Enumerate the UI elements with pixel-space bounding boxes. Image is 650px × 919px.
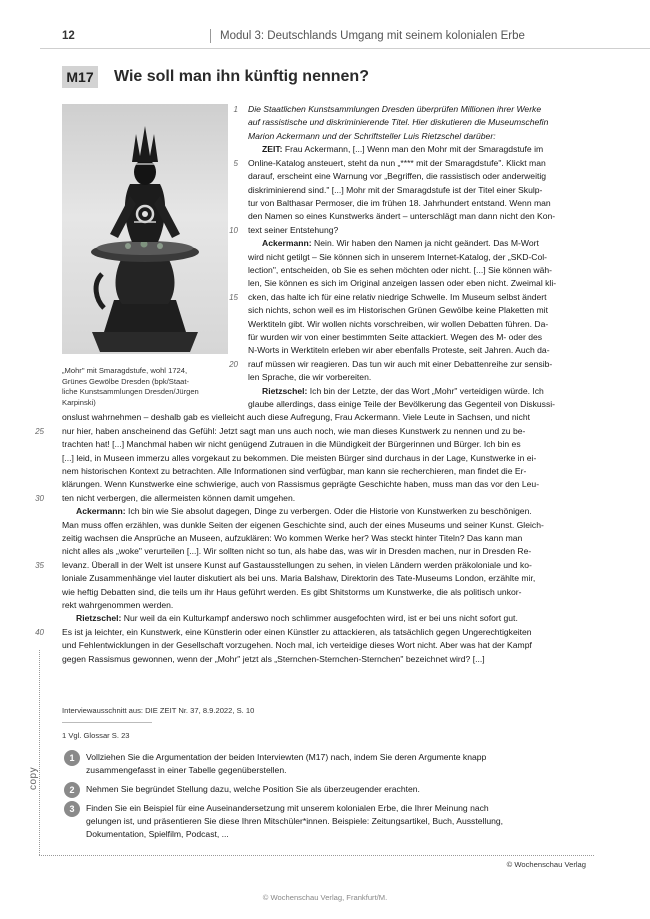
text-line: und Fehlentwicklungen in der Gesellschaft vorzugehen. Noch mal, ich verteidige dieses Wort nicht. Aber was hat der Kampf xyxy=(62,640,532,650)
text-line: zeitig wachsen die Ansprüche an Museen, aufzuklären: Wo kommen Werke her? Was steckt hinter Titeln? Das kann man xyxy=(62,533,523,543)
caption-line: liche Kunstsammlungen Dresden/Jürgen xyxy=(62,387,199,396)
text-line: loniale Zusammenhänge viel lauter diskutiert als bei uns. Maria Balshaw, Direktorin des Tate-Museums London, erzählte mir, xyxy=(62,573,536,583)
text-line: lection", entscheiden, ob Sie es sehen möchten oder nicht. [...] Sie können wäh- xyxy=(248,265,553,275)
copy-border-horizontal xyxy=(39,855,594,856)
text-line: [...] leid, in Museen immerzu alles vorgekaut zu bekommen. Die meisten Bürger sind durchaus in der Lage, Kunstwerke in ei- xyxy=(62,453,537,463)
speaker-label: ZEIT: xyxy=(262,144,283,154)
text-line: len Sprache, die wir vorbereiten. xyxy=(248,372,372,382)
text-line: text seiner Entstehung? xyxy=(248,225,339,235)
text-line: ZEIT: Frau Ackermann, [...] Wenn man den Mohr mit der Smaragdstufe im xyxy=(262,144,544,154)
line-number: 5 xyxy=(233,159,238,168)
task-text xyxy=(86,802,606,841)
material-title: Wie soll man ihn künftig nennen? xyxy=(114,68,369,85)
text-line: wird nicht getilgt – Sie können sich in unserem Internet-Katalog, der „SKD-Col- xyxy=(248,252,548,262)
task-text xyxy=(86,751,606,777)
header-rule xyxy=(40,48,650,49)
publisher-note: © Wochenschau Verlag xyxy=(506,860,586,869)
line-number: 10 xyxy=(229,226,238,235)
text-line: cken, das halte ich für eine relativ niedrige Schwelle. Im Museum selbst ändert xyxy=(248,292,547,302)
task-line: Nehmen Sie begründet Stellung dazu, welche Position Sie als überzeugender erachten. xyxy=(86,784,420,794)
task-line: Vollziehen Sie die Argumentation der beiden Interviewten (M17) nach, indem Sie deren Argumente knapp xyxy=(86,752,487,762)
caption-line: Grünes Gewölbe Dresden (bpk/Staat- xyxy=(62,376,190,386)
text-line: für wurden wir von einer bestimmten Seite attackiert. Wegen des M- oder des xyxy=(248,332,543,342)
copy-border-vertical xyxy=(39,650,40,855)
text-line: N-Worts in Werktiteln erleben wir aber ebenfalls Proteste, seit Jahren. Auch da- xyxy=(248,345,550,355)
page-number: 12 xyxy=(62,30,75,42)
task-text xyxy=(86,783,606,796)
text-line: trachten hat! [...] Manchmal haben wir nicht genügend Zutrauen in die Mündigkeit der Bürgerinnen und Bürger. Ich bin es xyxy=(62,439,521,449)
text-line: Es ist ja leichter, ein Kunstwerk, eine Künstlerin oder einen Künstler zu attackieren, als tatsächlich gegen Ungerechtigkeiten xyxy=(62,627,532,637)
text-line: tur von Balthasar Permoser, die im frühen 18. Jahrhundert entstand. Wenn man xyxy=(248,198,551,208)
text-line: darauf, erscheint eine Warnung vor „Begriffen, die rassistisch oder anderweitig xyxy=(248,171,547,181)
text-line: auf rassistische und diskriminierende Titel. Hier diskutieren die Museumschefin xyxy=(248,117,549,127)
page-footer: © Wochenschau Verlag, Frankfurt/M. xyxy=(262,893,388,902)
footnote-rule xyxy=(62,722,152,723)
text-line: Marion Ackermann und der Schriftsteller Luis Rietzschel darüber: xyxy=(248,131,496,141)
speaker-label: Ackermann: xyxy=(76,506,126,516)
text-line: glaube allerdings, dass einige Teile der Bevölkerung das Gegenteil von Diskussi- xyxy=(248,399,556,409)
speaker-label: Rietzschel: xyxy=(76,613,122,623)
text-line: levanz. Überall in der Welt ist unsere Kunst auf Gastausstellungen zu sehen, in vielen Ländern werden präkoloniale und ko- xyxy=(62,560,532,570)
line-number: 1 xyxy=(233,105,238,114)
text-line: Rietzschel: Ich bin der Letzte, der das Wort „Mohr" verteidigen würde. Ich xyxy=(262,386,544,396)
text-line: klärungen. Wenn Kunstwerke eine schwierige, auch von Rassismus geprägte Geschichte haben, muss man das vor den Leu- xyxy=(62,479,540,489)
image-caption xyxy=(62,366,232,408)
text-line: Ackermann: Nein. Wir haben den Namen ja nicht geändert. Das M-Wort xyxy=(262,238,539,248)
text-line: gegen Rassismus gewonnen, wenn der „Mohr" jetzt als „Sternchen-Sternchen-Sternchen" bezeichnet wird? [...] xyxy=(62,654,485,664)
task-line: zusammengefasst in einer Tabelle gegenüberstellen. xyxy=(86,765,287,775)
page-header xyxy=(62,30,606,46)
text-line: nicht alles als „woke" verurteilen [...]. Wir sollten nicht so tun, als habe das, was wir in Dresden machen, nur in Dresden Re- xyxy=(62,546,532,556)
text-line: nur hier, haben anscheinend das Gefühl: Jetzt sagt man uns auch noch, wie man dieses Kunstwerk zu nennen und zu be- xyxy=(62,426,526,436)
task-number-badge: 2 xyxy=(64,782,80,798)
text-line: onslust wahrnehmen – deshalb gab es vielleicht auch diese Aufregung, Frau Ackermann. Viele Leute in Sachsen, und nicht xyxy=(62,412,531,422)
text-line: diskriminierend sind." [...] Mohr mit der Smaragdstufe ist der Titel einer Skulp- xyxy=(248,185,543,195)
text-line: wie heftig Debatten sind, die teils um ihr Haus geführt werden. Es gibt Shitstorms um Kunstwerke, die als politisch unkor- xyxy=(62,587,522,597)
header-separator xyxy=(210,29,211,43)
task-line: gelungen ist, und präsentieren Sie diese Ihren Mitschüler*innen. Beispiele: Zeitungsartikel, Buch, Ausstellung, xyxy=(86,816,504,826)
text-line: Die Staatlichen Kunstsammlungen Dresden überprüfen Millionen ihrer Werke xyxy=(248,104,542,114)
text-line: sich nichts, schon weil es im Historischen Grünen Gewölbe keine Plaketten mit xyxy=(248,305,548,315)
text-line: den Namen so eines Kunstwerks ändert – unterschlägt man dann nicht den Kon- xyxy=(248,211,556,221)
footnote: 1 Vgl. Glossar S. 23 xyxy=(62,731,130,740)
line-number: 20 xyxy=(229,360,238,369)
text-line: Man muss offen erzählen, was dunkle Seiten der eigenen Geschichte sind, auch der eines Museums und seiner Kunst. Gleich- xyxy=(62,520,544,530)
text-line: Werktiteln gibt. Wir wollen nichts vorschreiben, wir wollen Debatten führen. Da- xyxy=(248,319,549,329)
task-number-badge: 3 xyxy=(64,801,80,817)
material-badge: M17 xyxy=(62,66,98,88)
text-line: rekt wahrgenommen werden. xyxy=(62,600,174,610)
copy-label: copy xyxy=(28,766,39,790)
caption-line: Karpinski) xyxy=(62,397,96,407)
sculpture-photo xyxy=(62,104,228,354)
speaker-label: Rietzschel: xyxy=(262,386,308,396)
line-number: 30 xyxy=(35,494,44,503)
line-number: 15 xyxy=(229,293,238,302)
module-title: Modul 3: Deutschlands Umgang mit seinem kolonialen Erbe xyxy=(220,30,525,42)
text-line: Ackermann: Ich bin wie Sie absolut dagegen, Dinge zu verbergen. Oder die Historie von Kunstwerken zu beschönigen. xyxy=(76,506,532,516)
task-line: Finden Sie ein Beispiel für eine Auseinandersetzung mit unserem kolonialen Erbe, die Ihrer Meinung nach xyxy=(86,803,489,813)
caption-line: „Mohr" mit Smaragdstufe, wohl 1724, xyxy=(62,366,188,375)
source-citation: Interviewausschnitt aus: DIE ZEIT Nr. 37, 8.9.2022, S. 10 xyxy=(62,706,255,715)
text-line: Online-Katalog ansteuert, steht da nun „**** mit der Smaragdstufe". Klickt man xyxy=(248,158,546,168)
text-line: ten nicht verbergen, die allermeisten können damit umgehen. xyxy=(62,493,296,503)
task-number-badge: 1 xyxy=(64,750,80,766)
text-line: nem historischen Kontext zu betrachten. Alle Informationen sind verfügbar, man kann sie recherchieren, man findet die Er- xyxy=(62,466,527,476)
line-number: 40 xyxy=(35,628,44,637)
speaker-label: Ackermann: xyxy=(262,238,312,248)
text-line: Rietzschel: Nur weil da ein Kulturkampf anderswo noch schlimmer ausgefochten wird, ist er bei uns nicht sofort gut. xyxy=(76,613,518,623)
sculpture-photo-icon xyxy=(62,104,228,354)
line-number: 25 xyxy=(35,427,44,436)
text-line: rauf müssen wir reagieren. Das tun wir auch mit einer Debattenreihe zur sensib- xyxy=(248,359,553,369)
line-number: 35 xyxy=(35,561,44,570)
text-line: len, Sie können es sich im Original anzeigen lassen oder eben nicht. Zweimal kli- xyxy=(248,278,557,288)
task-line: Dokumentation, Spielfilm, Podcast, ... xyxy=(86,829,229,839)
